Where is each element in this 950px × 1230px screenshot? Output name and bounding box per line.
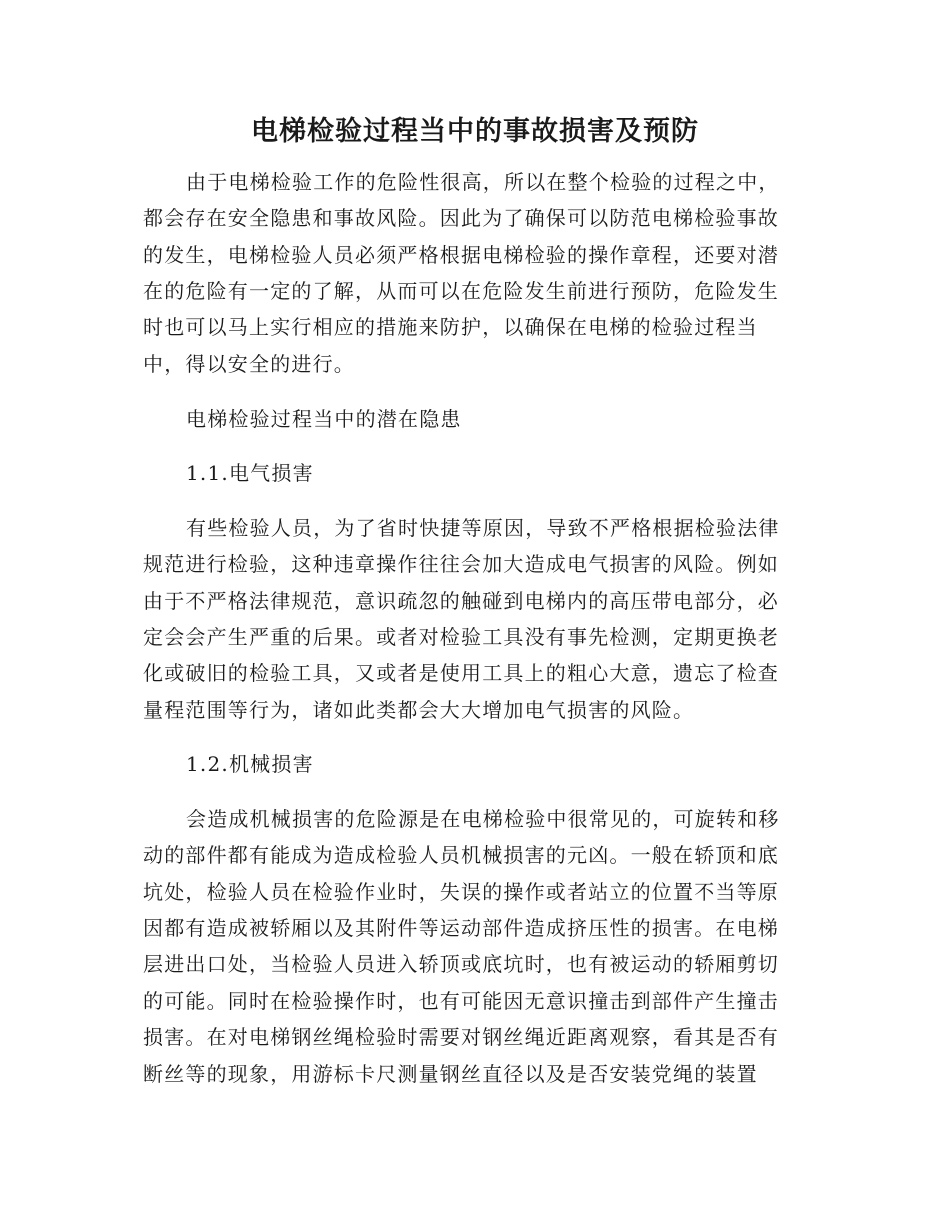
subsection-heading-electrical: 1.1.电气损害 xyxy=(186,461,314,485)
paragraph-line: 的可能。同时在检验操作时，也有可能因无意识撞击到部件产生撞击 xyxy=(143,989,779,1013)
paragraph-line: 规范进行检验，这种违章操作往往会加大造成电气损害的风险。例如 xyxy=(143,552,779,576)
paragraph-line: 由于电梯检验工作的危险性很高，所以在整个检验的过程之中， xyxy=(186,170,780,194)
paragraph-line: 因都有造成被轿厢以及其附件等运动部件造成挤压性的损害。在电梯 xyxy=(143,916,779,940)
subsection-heading-mechanical: 1.2.机械损害 xyxy=(186,752,314,776)
paragraph-line: 的发生，电梯检验人员必须严格根据电梯检验的操作章程，还要对潜 xyxy=(143,243,779,267)
paragraph-line: 量程范围等行为，诸如此类都会大大增加电气损害的风险。 xyxy=(143,698,695,722)
section-heading: 电梯检验过程当中的潜在隐患 xyxy=(186,407,462,431)
paragraph-line: 由于不严格法律规范，意识疏忽的触碰到电梯内的高压带电部分，必 xyxy=(143,589,779,613)
paragraph-line: 时也可以马上实行相应的措施来防护，以确保在电梯的检验过程当 xyxy=(143,315,758,339)
paragraph-line: 损害。在对电梯钢丝绳检验时需要对钢丝绳近距离观察，看其是否有 xyxy=(143,1025,779,1049)
document-title: 电梯检验过程当中的事故损害及预防 xyxy=(251,116,699,147)
paragraph-line: 在的危险有一定的了解，从而可以在危险发生前进行预防，危险发生 xyxy=(143,279,779,303)
paragraph-line: 坑处，检验人员在检验作业时，失误的操作或者站立的位置不当等原 xyxy=(143,880,779,904)
paragraph-line: 有些检验人员，为了省时快捷等原因，导致不严格根据检验法律 xyxy=(186,516,780,540)
paragraph-line: 定会会产生严重的后果。或者对检验工具没有事先检测，定期更换老 xyxy=(143,625,779,649)
paragraph-line: 会造成机械损害的危险源是在电梯检验中很常见的，可旋转和移 xyxy=(186,807,780,831)
paragraph-line: 断丝等的现象，用游标卡尺测量钢丝直径以及是否安装党绳的装置 xyxy=(143,1062,758,1086)
paragraph-line: 化或破旧的检验工具，又或者是使用工具上的粗心大意，遗忘了检查 xyxy=(143,661,779,685)
paragraph-line: 都会存在安全隐患和事故风险。因此为了确保可以防范电梯检验事故 xyxy=(143,206,779,230)
paragraph-line: 层进出口处，当检验人员进入轿顶或底坑时，也有被运动的轿厢剪切 xyxy=(143,952,779,976)
paragraph-line: 动的部件都有能成为造成检验人员机械损害的元凶。一般在轿顶和底 xyxy=(143,843,779,867)
paragraph-line: 中，得以安全的进行。 xyxy=(143,352,355,376)
